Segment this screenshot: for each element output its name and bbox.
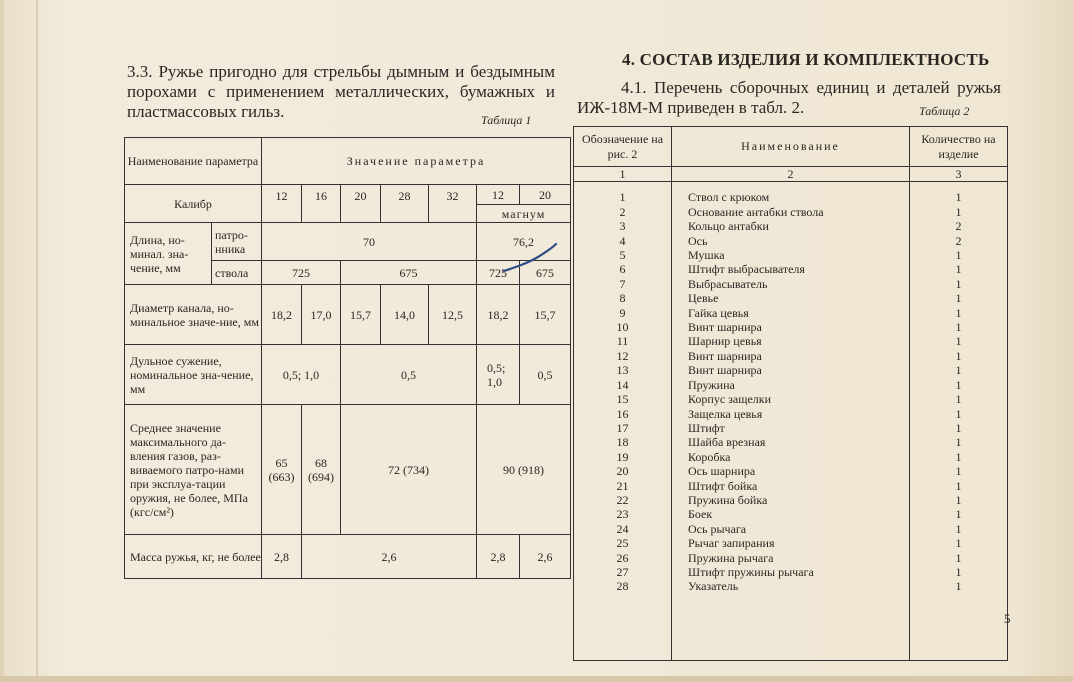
table1-caption: Таблица 1 [481,113,532,127]
item-name: Штифт [688,420,725,435]
item-quantity: 1 [955,392,962,407]
page-bottom-edge [0,676,1073,682]
item-designation: 16 [616,406,629,421]
barrel-value: 675 [520,261,571,285]
table2-header-quantity: Количество на изделие [910,127,1008,167]
item-designation: 12 [616,348,629,363]
bore-value: 18,2 [262,285,302,345]
item-designation: 15 [616,392,629,407]
caliber-value: 20 [341,185,381,223]
table2-caption: Таблица 2 [919,104,970,118]
choke-value: 0,5 [520,345,571,405]
table2-body-row [574,182,1008,661]
item-name: Шайба врезная [688,435,766,450]
item-designation: 23 [616,507,629,522]
page-number: 5 [1004,611,1011,626]
caliber-value: 16 [302,185,341,223]
item-name: Ось рычага [688,521,747,536]
item-quantity: 1 [955,507,962,522]
bore-value: 15,7 [520,285,571,345]
item-quantity: 1 [955,363,962,378]
table1-header-value: Значение параметра [262,138,571,185]
item-name: Коробка [688,449,731,464]
item-name: Рычаг запирания [688,536,775,551]
barrel-value: 725 [477,261,520,285]
item-name: Выбрасыватель [688,276,768,291]
item-designation: 4 [619,233,626,248]
caliber-value: 28 [381,185,429,223]
choke-value: 0,5; 1,0 [477,345,520,405]
item-designation: 26 [616,550,629,565]
item-designation: 22 [616,492,629,507]
mass-value: 2,8 [262,535,302,579]
item-name: Пружина рычага [688,550,774,565]
column-number: 3 [910,167,1008,182]
table1-header-name: Наименование параметра [125,138,262,185]
item-name: Мушка [688,248,725,263]
chamber-label: патро-нника [212,223,262,261]
item-designation: 10 [616,320,629,335]
item-quantity: 2 [955,233,962,248]
item-quantity: 1 [955,377,962,392]
name-column [672,182,910,661]
item-name: Основание антабки ствола [688,204,824,219]
item-name: Штифт пружины рычага [688,564,814,579]
barrel-value: 725 [262,261,341,285]
choke-value: 0,5 [341,345,477,405]
item-name: Защелка цевья [688,406,763,421]
item-quantity: 1 [955,348,962,363]
length-label: Длина, но-минал. зна-чение, мм [125,223,212,285]
barrel-label: ствола [212,261,262,285]
item-designation: 1 [619,190,626,205]
item-quantity: 1 [955,564,962,579]
item-name: Цевье [688,291,719,306]
designation-column [574,182,672,661]
caliber-value: 32 [429,185,477,223]
item-name: Шарнир цевья [688,334,762,349]
mass-value: 2,6 [302,535,477,579]
page-fold [36,0,38,682]
section-4-heading: 4. СОСТАВ ИЗДЕЛИЯ И КОМПЛЕКТНОСТЬ [622,50,990,69]
magnum-label: магнум [477,205,571,223]
item-designation: 9 [619,305,626,320]
item-name: Винт шарнира [688,363,762,378]
item-designation: 20 [616,464,629,479]
table1-choke-row [125,345,571,405]
parameters-table [124,137,571,579]
quantity-column [910,182,1008,661]
item-quantity: 1 [955,492,962,507]
item-quantity: 1 [955,536,962,551]
caliber-value: 12 [477,185,520,205]
page-edge [0,0,4,682]
item-name: Ось шарнира [688,464,756,479]
item-designation: 3 [619,219,626,234]
item-name: Ствол с крюком [688,190,770,205]
parts-list-table [573,126,1008,661]
column-number: 2 [672,167,910,182]
item-quantity: 1 [955,276,962,291]
item-quantity: 1 [955,478,962,493]
item-quantity: 1 [955,406,962,421]
item-designation: 18 [616,435,629,450]
table1-chamber-row [125,223,571,261]
caliber-label: Калибр [125,185,262,223]
pressure-label: Среднее значение максимального да-вления газов, раз-виваемого патро-нами при эксплуа-тации оружия, не более, МПа (кгс/см²) [125,405,262,535]
bore-value: 14,0 [381,285,429,345]
bore-value: 18,2 [477,285,520,345]
item-quantity: 1 [955,204,962,219]
mass-value: 2,6 [520,535,571,579]
pressure-value: 72 (734) [341,405,477,535]
item-quantity: 1 [955,449,962,464]
chamber-value: 76,2 [477,223,571,261]
choke-label: Дульное сужение, номинальное зна-чение, мм [125,345,262,405]
item-designation: 21 [616,478,629,493]
item-designation: 28 [616,579,629,594]
pressure-value: 90 (918) [477,405,571,535]
item-designation: 13 [616,363,629,378]
table1-mass-row [125,535,571,579]
table1-pressure-row [125,405,571,535]
item-designation: 6 [619,262,626,277]
table1-bore-row [125,285,571,345]
section-4-1-paragraph: 4.1. Перечень сборочных единиц и деталей ружья ИЖ-18М-М приведен в табл. 2. [577,78,1001,117]
table2-header-row [574,127,1008,167]
table2-header-designation: Обозначение на рис. 2 [574,127,672,167]
table1-header-row [125,138,571,185]
item-name: Боек [688,507,713,522]
item-quantity: 1 [955,248,962,263]
caliber-value: 12 [262,185,302,223]
item-designation: 24 [616,521,629,536]
table2-column-numbers-row [574,167,1008,182]
item-quantity: 1 [955,305,962,320]
mass-label: Масса ружья, кг, не более [125,535,262,579]
item-designation: 25 [616,536,629,551]
bore-value: 15,7 [341,285,381,345]
pressure-value: 65 (663) [262,405,302,535]
item-designation: 2 [619,204,626,219]
item-name: Пружина бойка [688,492,768,507]
item-quantity: 1 [955,550,962,565]
item-name: Гайка цевья [688,305,749,320]
item-quantity: 1 [955,190,962,205]
item-designation: 14 [616,377,629,392]
item-name: Штифт бойка [688,478,758,493]
item-designation: 17 [616,420,629,435]
item-name: Пружина [688,377,735,392]
item-designation: 11 [616,334,629,349]
item-name: Корпус защелки [688,392,772,407]
item-designation: 7 [619,276,626,291]
bore-value: 12,5 [429,285,477,345]
column-number: 1 [574,167,672,182]
table2-header-name: Наименование [672,127,910,167]
section-3-3-paragraph: 3.3. Ружье пригодно для стрельбы дымным и бездымным порохами с применением металлических, бумажных и пластмассовых гильз. [127,62,555,121]
item-quantity: 1 [955,435,962,450]
item-quantity: 1 [955,291,962,306]
item-quantity: 2 [955,219,962,234]
item-quantity: 1 [955,262,962,277]
table1-caliber-row [125,185,571,205]
item-quantity: 1 [955,334,962,349]
item-name: Винт шарнира [688,320,762,335]
item-name: Винт шарнира [688,348,762,363]
item-designation: 19 [616,449,629,464]
barrel-value: 675 [341,261,477,285]
item-name: Штифт выбрасывателя [688,262,805,277]
item-quantity: 1 [955,464,962,479]
item-designation: 5 [619,248,626,263]
item-name: Ось [688,233,708,248]
bore-value: 17,0 [302,285,341,345]
caliber-value: 20 [520,185,571,205]
choke-value: 0,5; 1,0 [262,345,341,405]
chamber-value: 70 [262,223,477,261]
item-name: Кольцо антабки [688,219,769,234]
item-name: Указатель [688,579,739,594]
item-quantity: 1 [955,521,962,536]
item-designation: 8 [619,291,626,306]
mass-value: 2,8 [477,535,520,579]
item-designation: 27 [616,564,629,579]
item-quantity: 1 [955,579,962,594]
bore-label: Диаметр канала, но-минальное значе-ние, мм [125,285,262,345]
item-quantity: 1 [955,420,962,435]
item-quantity: 1 [955,320,962,335]
pressure-value: 68 (694) [302,405,341,535]
